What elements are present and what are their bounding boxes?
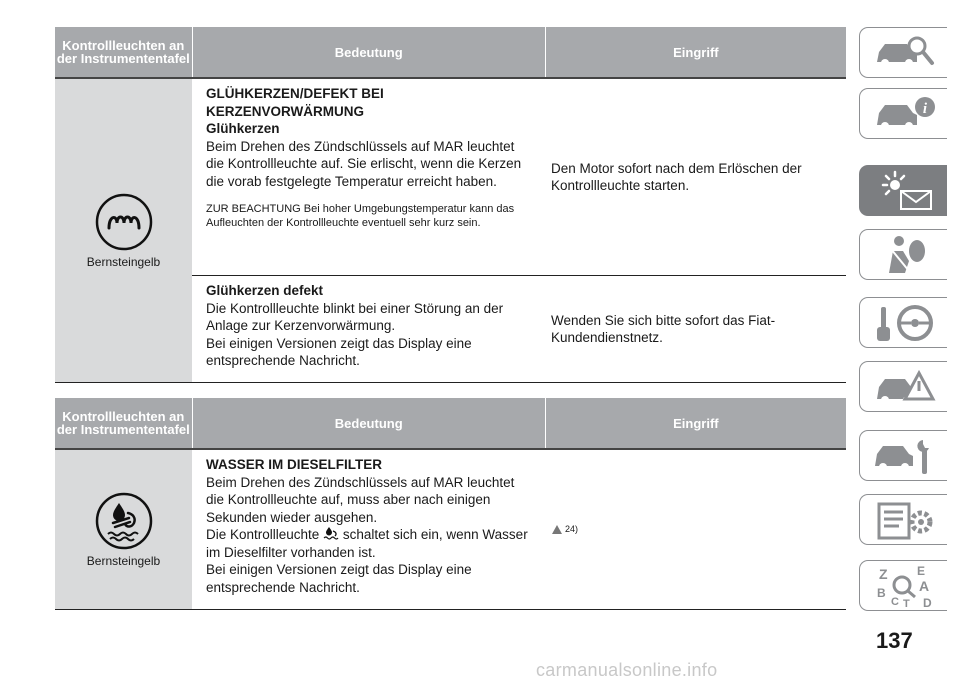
meaning-cell xyxy=(192,450,545,609)
page-number: 137 xyxy=(876,628,913,653)
warning-triangle-icon xyxy=(551,524,563,535)
svg-text:D: D xyxy=(922,595,932,609)
tab-maintenance[interactable] xyxy=(859,430,947,481)
tab-vehicle-overview[interactable] xyxy=(859,27,947,78)
tab-warning-lights[interactable] xyxy=(859,165,947,216)
header-meaning-column: Bedeutung xyxy=(192,398,545,448)
tab-vehicle-info[interactable] xyxy=(859,88,947,139)
table-header xyxy=(55,398,846,450)
tab-starting-driving[interactable] xyxy=(859,297,947,348)
header-lamp-column: Kontrollleuchten an der Instrumententafel xyxy=(56,409,190,437)
header-meaning-column: Bedeutung xyxy=(192,27,545,77)
row-text: Beim Drehen des Zündschlüssels auf MAR leuchtet die Kontrollleuchte auf, muss aber nach einigen Sekunden wieder ausgehen. xyxy=(206,474,515,525)
tab-index[interactable] xyxy=(859,560,947,611)
row-title: WASSER IM DIESELFILTER xyxy=(206,457,383,472)
water-in-fuel-icon xyxy=(95,492,153,550)
car-magnifier-icon xyxy=(869,32,939,74)
car-info-icon xyxy=(869,93,939,135)
meaning-cell xyxy=(192,79,545,275)
row-text-inline: Die Kontrollleuchte schaltet sich ein, wenn Wasser im Dieselfilter vorhanden ist. xyxy=(206,527,528,560)
row-subtitle: Glühkerzen defekt xyxy=(206,283,324,298)
lamp-color-label: Bernsteingelb xyxy=(86,254,161,269)
lamp-cell xyxy=(55,450,192,609)
header-action-column: Eingriff xyxy=(545,398,846,448)
action-cell: Wenden Sie sich bitte sofort das Fiat-Kundendienstnetz. xyxy=(551,312,776,345)
warning-light-table-2 xyxy=(55,398,846,610)
svg-text:E: E xyxy=(916,563,925,578)
header-lamp-column: Kontrollleuchten an der Instrumententafel xyxy=(56,38,190,66)
row-text: Beim Drehen des Zündschlüssels auf MAR leuchtet die Kontrollleuchte auf. Sie erlischt, wenn die Kerzen die vorab festgelegte Temperatur erreicht haben. xyxy=(206,138,522,189)
table-row xyxy=(192,450,846,609)
svg-text:A: A xyxy=(918,577,929,594)
row-text: Die Kontrollleuchte blinkt bei einer Störung an der Anlage zur Kerzenvorwärmung. xyxy=(206,300,504,333)
row-subtitle: Glühkerzen xyxy=(206,121,280,136)
water-in-fuel-icon xyxy=(323,526,339,540)
row-text-2: Bei einigen Versionen zeigt das Display eine entsprechende Nachricht. xyxy=(206,562,472,595)
meaning-cell xyxy=(192,276,545,382)
row-note: ZUR BEACHTUNG Bei hoher Umgebungstemperatur kann das Aufleuchten der Kontrollleuchte eventuell sehr kurz sein. xyxy=(206,203,515,229)
table-row xyxy=(192,79,846,276)
table-row xyxy=(192,276,846,382)
action-cell xyxy=(545,450,846,609)
lamp-color-label: Bernsteingelb xyxy=(86,553,161,568)
glow-plug-icon xyxy=(95,193,153,251)
row-text-2: Bei einigen Versionen zeigt das Display eine entsprechende Nachricht. xyxy=(206,335,472,368)
tab-emergency[interactable] xyxy=(859,361,947,412)
svg-text:C: C xyxy=(890,595,899,608)
tab-technical-data[interactable] xyxy=(859,494,947,545)
alphabet-index-icon xyxy=(869,563,939,609)
tab-safety[interactable] xyxy=(859,229,947,280)
svg-text:B: B xyxy=(876,585,886,600)
airbag-passenger-icon xyxy=(869,233,939,277)
list-gear-icon xyxy=(869,498,939,542)
svg-text:i: i xyxy=(922,100,927,117)
key-steering-wheel-icon xyxy=(869,301,939,345)
watermark: carmanualsonline.info xyxy=(536,660,718,680)
lamp-cell xyxy=(55,79,192,382)
warning-light-envelope-icon xyxy=(869,169,939,213)
svg-text:Z: Z xyxy=(878,565,888,582)
warning-light-table-1 xyxy=(55,27,846,383)
header-action-column: Eingriff xyxy=(545,27,846,77)
table-header xyxy=(55,27,846,79)
action-cell: Den Motor sofort nach dem Erlöschen der Kontrollleuchte starten. xyxy=(551,160,802,193)
reference-number: 24) xyxy=(565,523,579,534)
car-wrench-icon xyxy=(869,434,939,478)
svg-text:T: T xyxy=(902,597,910,609)
car-warning-triangle-icon xyxy=(869,365,939,409)
row-title: GLÜHKERZEN/DEFEKT BEI KERZENVORWÄRMUNG xyxy=(206,86,384,119)
